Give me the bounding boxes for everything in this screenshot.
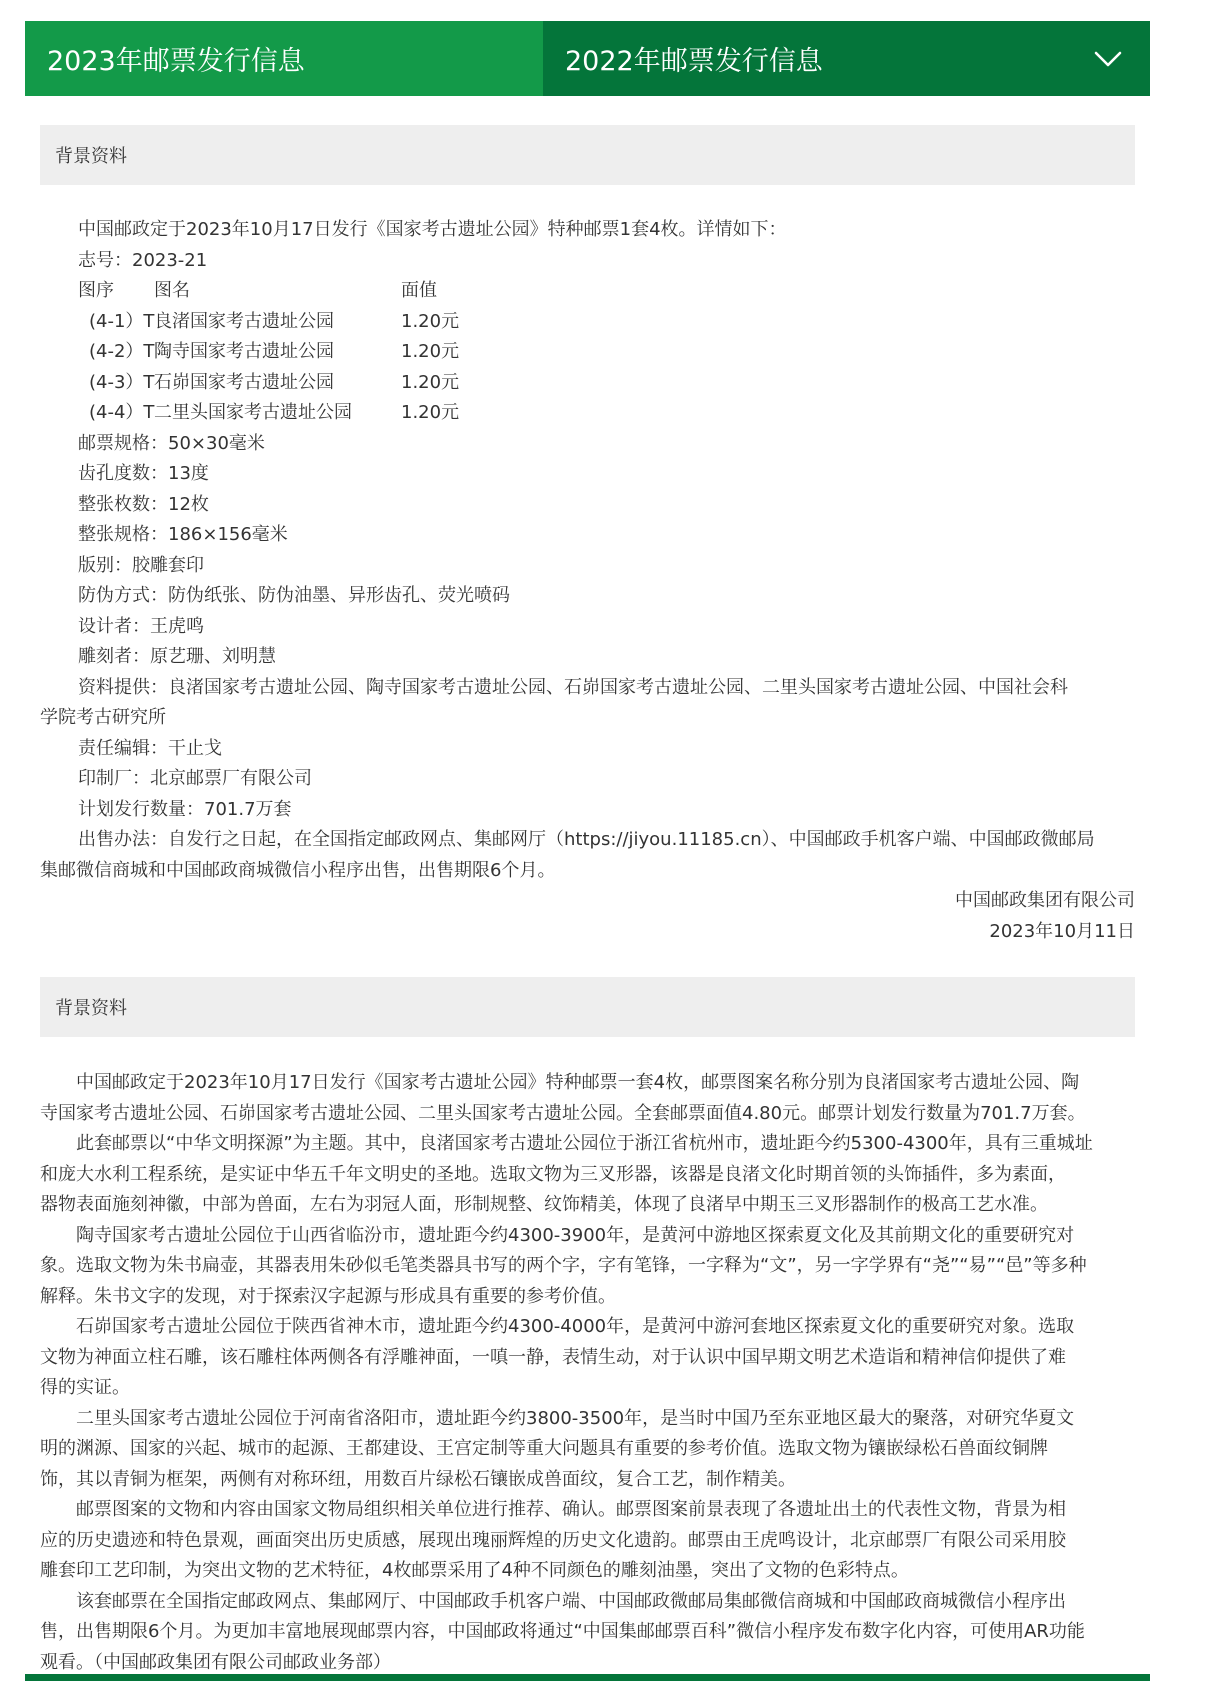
stamp-row xyxy=(40,398,1135,429)
signature: 中国邮政集团有限公司 xyxy=(955,890,1135,911)
spec-perforation: 齿孔度数：13度 xyxy=(78,463,209,484)
text-line: 陶寺国家考古遗址公园位于山西省临汾市，遗址距今约4300-3900年，是黄河中游地区探索夏文化及其前期文化的重要研究对 xyxy=(40,1224,1075,1246)
text-line: 中国邮政定于2023年10月17日发行《国家考古遗址公园》特种邮票一套4枚，邮票图案名称分别为良渚国家考古遗址公园、陶 xyxy=(40,1072,1080,1093)
stamp-row xyxy=(40,337,1135,368)
section-header-1 xyxy=(40,125,1135,185)
stamp-value: 1.20元 xyxy=(401,310,460,332)
text-line: 雕套印工艺印制，为突出文物的艺术特征，4枚邮票采用了4种不同颜色的雕刻油墨，突出了文物的色彩特点。 xyxy=(40,1560,909,1581)
sale-line-1: 出售办法：自发行之日起，在全国指定邮政网点、集邮网厅（https://jiyou.11185.cn）、中国邮政手机客户端、中国邮政微邮局 xyxy=(78,829,1095,850)
stamp-value: 1.20元 xyxy=(401,341,460,362)
spec-printing: 版别：胶雕套印 xyxy=(78,554,204,576)
text-line: 二里头国家考古遗址公园位于河南省洛阳市，遗址距今约3800-3500年，是当时中国乃至东亚地区最大的聚落，对研究华夏文 xyxy=(40,1407,1075,1429)
tab-2022-label: 2022年邮票发行信息 xyxy=(565,46,823,77)
text-line: 饰，其以青铜为框架，两侧有对称环纽，用数百片绿松石镶嵌成兽面纹，复合工艺，制作精美。 xyxy=(40,1468,796,1490)
spec-size: 邮票规格：50×30毫米 xyxy=(78,432,265,454)
text-line: 售，出售期限6个月。为更加丰富地展现邮票内容，中国邮政将通过“中国集邮邮票百科”微信小程序发布数字化内容，可使用AR功能 xyxy=(40,1621,1085,1642)
editor: 责任编辑：干止戈 xyxy=(78,737,222,759)
stamp-value: 1.20元 xyxy=(401,371,460,393)
spec-engraver: 雕刻者：原艺珊、刘明慧 xyxy=(78,646,276,667)
stamp-no: (4-4）T xyxy=(89,402,155,423)
text-line: 石峁国家考古遗址公园位于陕西省神木市，遗址距今约4300-4000年，是黄河中游河套地区探索夏文化的重要研究对象。选取 xyxy=(40,1316,1075,1337)
section-header-2-label: 背景资料 xyxy=(55,998,127,1019)
tab-2022[interactable] xyxy=(543,21,1150,96)
text-line: 该套邮票在全国指定邮政网点、集邮网厅、中国邮政手机客户端、中国邮政微邮局集邮微信商城和中国邮政商城微信小程序出 xyxy=(40,1590,1066,1612)
text-line: 观看。（中国邮政集团有限公司邮政业务部） xyxy=(40,1651,391,1673)
text-line: 应的历史遗迹和特色景观，画面突出历史质感，展现出瑰丽辉煌的历史文化遗韵。邮票由王虎鸣设计，北京邮票厂有限公司采用胶 xyxy=(40,1529,1066,1551)
issue-quantity: 计划发行数量：701.7万套 xyxy=(78,798,292,820)
text-line: 得的实证。 xyxy=(40,1377,130,1398)
text-line: 和庞大水利工程系统，是实证中华五千年文明史的圣地。选取文物为三叉形器，该器是良渚文化时期首领的头饰插件，多为素面， xyxy=(40,1163,1066,1185)
stamp-no: (4-1）T xyxy=(89,310,155,332)
signature-date: 2023年10月11日 xyxy=(989,920,1135,942)
tab-2023[interactable] xyxy=(25,21,543,96)
spec-designer: 设计者：王虎鸣 xyxy=(78,615,204,637)
background-text xyxy=(40,1068,1135,1678)
source-line-1: 资料提供：良渚国家考古遗址公园、陶寺国家考古遗址公园、石峁国家考古遗址公园、二里头国家考古遗址公园、中国社会科 xyxy=(78,676,1068,698)
stamp-row xyxy=(40,307,1135,338)
source-line-2: 学院考古研究所 xyxy=(40,707,166,728)
stamp-name: 良渚国家考古遗址公园 xyxy=(154,310,334,332)
issue-intro: 中国邮政定于2023年10月17日发行《国家考古遗址公园》特种邮票1套4枚。详情如下： xyxy=(78,219,787,240)
bottom-tab-bar xyxy=(25,1674,1150,1681)
col-header-no: 图序 xyxy=(78,280,114,301)
stamp-no: (4-3）T xyxy=(89,371,155,393)
col-header-name: 图名 xyxy=(154,280,190,301)
stamp-table-header xyxy=(40,276,1135,307)
stamp-name: 二里头国家考古遗址公园 xyxy=(154,402,352,423)
text-line: 明的渊源、国家的兴起、城市的起源、王都建设、王宫定制等重大问题具有重要的参考价值。选取文物为镶嵌绿松石兽面纹铜牌 xyxy=(40,1438,1048,1459)
stamp-value: 1.20元 xyxy=(401,402,460,423)
tab-2023-label: 2023年邮票发行信息 xyxy=(47,46,305,77)
sale-line-2: 集邮微信商城和中国邮政商城微信小程序出售，出售期限6个月。 xyxy=(40,859,556,881)
section-header-2 xyxy=(40,977,1135,1037)
issue-details xyxy=(40,215,1135,947)
stamp-row xyxy=(40,368,1135,399)
printer: 印制厂：北京邮票厂有限公司 xyxy=(78,768,312,789)
stamp-name: 陶寺国家考古遗址公园 xyxy=(154,341,334,362)
stamp-name: 石峁国家考古遗址公园 xyxy=(154,371,334,393)
issue-zhihao: 志号：2023-21 xyxy=(78,249,208,271)
chevron-down-icon[interactable] xyxy=(1092,43,1124,75)
text-line: 象。选取文物为朱书扁壶，其器表用朱砂似毛笔类器具书写的两个字，字有笔锋，一字释为“文”，另一字学界有“尧”“易”“邑”等多种 xyxy=(40,1255,1087,1276)
spec-sheet-count: 整张枚数：12枚 xyxy=(78,493,209,515)
spec-sheet-size: 整张规格：186×156毫米 xyxy=(78,524,288,545)
text-line: 解释。朱书文字的发现，对于探索汉字起源与形成具有重要的参考价值。 xyxy=(40,1285,616,1307)
text-line: 寺国家考古遗址公园、石峁国家考古遗址公园、二里头国家考古遗址公园。全套邮票面值4.80元。邮票计划发行数量为701.7万套。 xyxy=(40,1102,1086,1124)
section-header-1-label: 背景资料 xyxy=(55,146,127,167)
text-line: 此套邮票以“中华文明探源”为主题。其中，良渚国家考古遗址公园位于浙江省杭州市，遗址距今约5300-4300年，具有三重城址 xyxy=(40,1133,1093,1154)
stamp-no: (4-2）T xyxy=(89,341,155,362)
year-tabs xyxy=(25,21,1150,96)
text-line: 器物表面施刻神徽，中部为兽面，左右为羽冠人面，形制规整、纹饰精美，体现了良渚早中期玉三叉形器制作的极高工艺水准。 xyxy=(40,1194,1048,1215)
text-line: 邮票图案的文物和内容由国家文物局组织相关单位进行推荐、确认。邮票图案前景表现了各遗址出土的代表性文物，背景为相 xyxy=(40,1499,1066,1520)
spec-anti-counterfeit: 防伪方式：防伪纸张、防伪油墨、异形齿孔、荧光喷码 xyxy=(78,585,510,606)
text-line: 文物为神面立柱石雕，该石雕柱体两侧各有浮雕神面，一嗔一静，表情生动，对于认识中国早期文明艺术造诣和精神信仰提供了难 xyxy=(40,1346,1066,1368)
col-header-value: 面值 xyxy=(401,280,437,301)
